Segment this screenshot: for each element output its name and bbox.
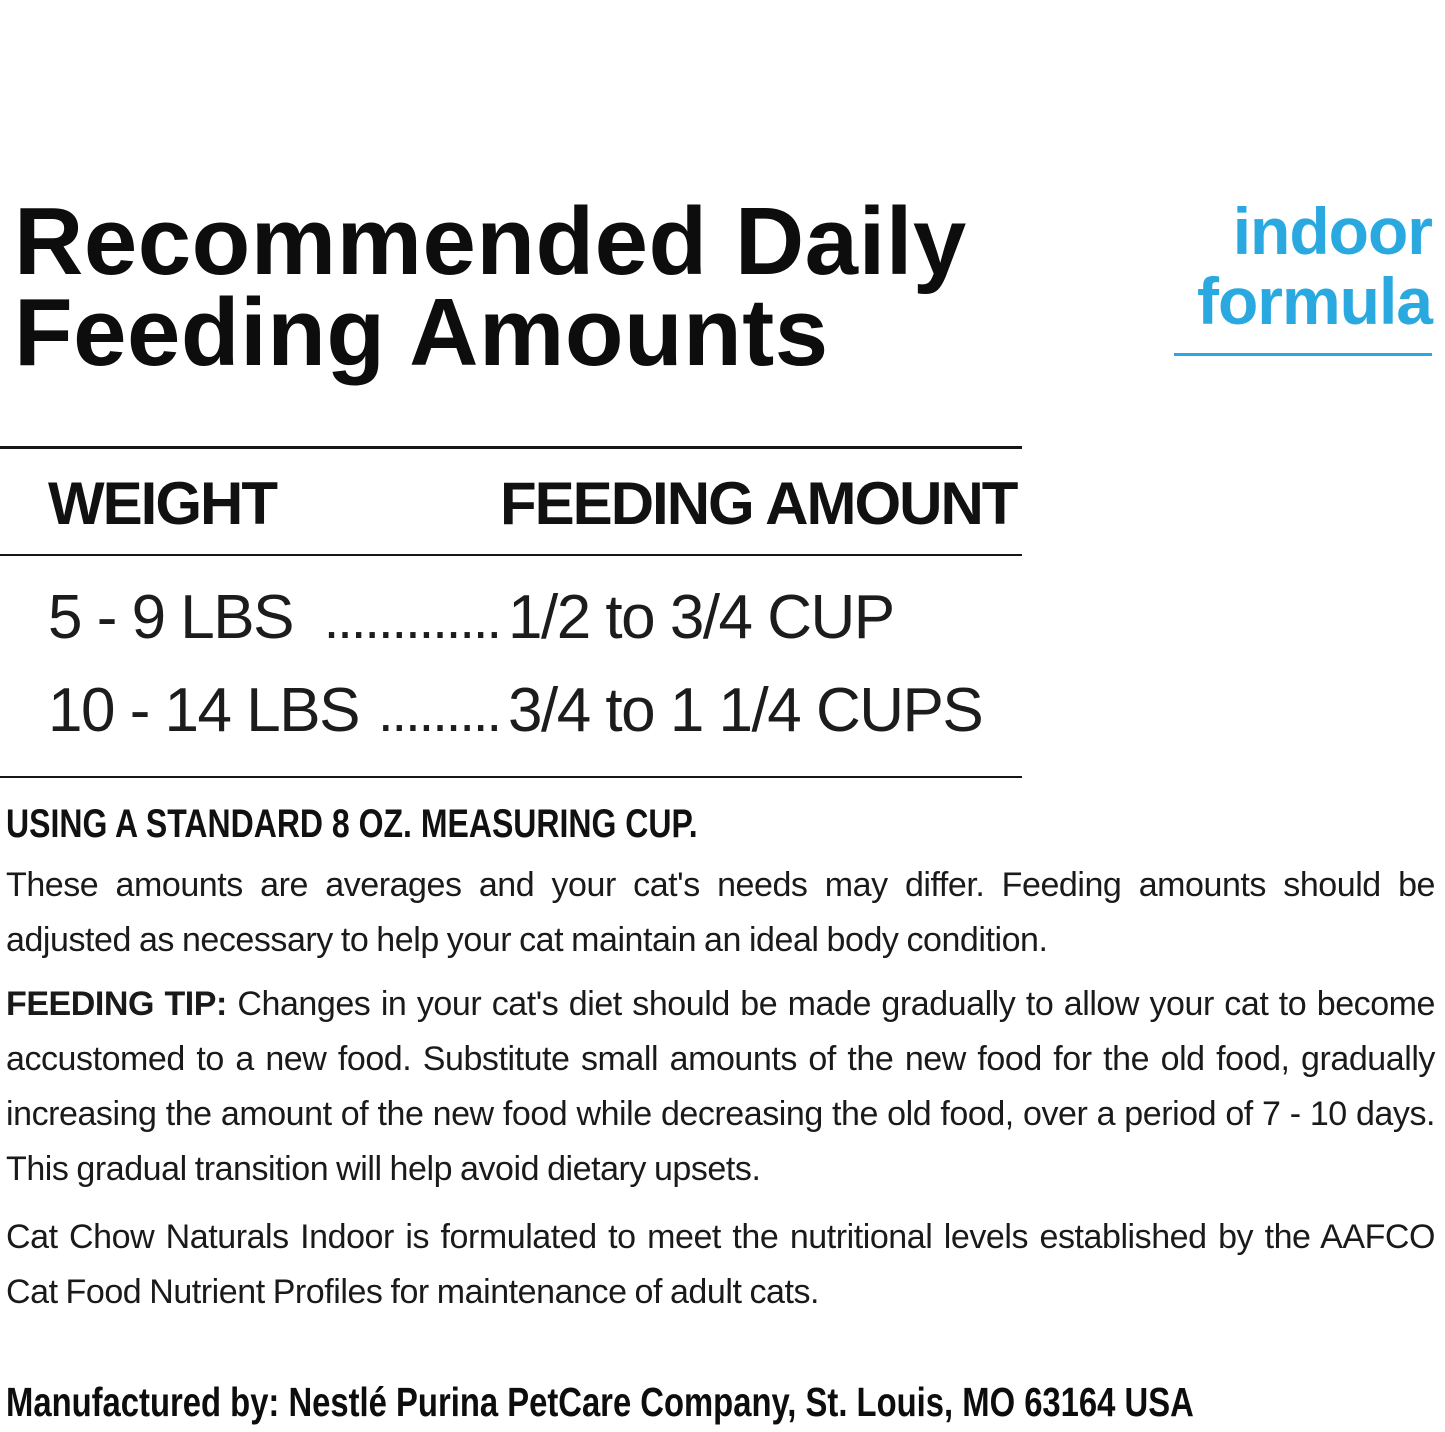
- column-header-feeding-amount: FEEDING AMOUNT: [500, 470, 1017, 537]
- column-header-weight: WEIGHT: [48, 470, 276, 537]
- table-body: [0, 583, 1022, 776]
- feeding-amount-value: 1/2 to 3/4 CUP: [508, 583, 894, 652]
- feeding-amounts-table: [0, 446, 1022, 778]
- weight-cell: [48, 583, 500, 652]
- badge-line-indoor: indoor: [1232, 194, 1432, 268]
- table-row: [48, 676, 1022, 745]
- feeding-amount-value: 3/4 to 1 1/4 CUPS: [508, 676, 983, 745]
- feeding-tip-paragraph: [6, 977, 1435, 1197]
- weight-value: 5 - 9 LBS: [48, 583, 293, 652]
- table-bottom-rule: [0, 776, 1022, 778]
- table-header-rule: [0, 554, 1022, 556]
- measuring-cup-heading: USING A STANDARD 8 OZ. MEASURING CUP.: [6, 802, 698, 846]
- indoor-formula-badge: [1174, 196, 1432, 356]
- page-title-line-1: Recommended Daily: [14, 188, 967, 295]
- table-header-row: [0, 449, 1022, 554]
- notes-section: [0, 804, 1445, 1320]
- manufacturer-line: Manufactured by: Nestlé Purina PetCare Company, St. Louis, MO 63164 USA: [6, 1379, 1194, 1425]
- feeding-tip-text: Changes in your cat's diet should be made gradually to allow your cat to become accustomed to a new food. Substitute small amounts of the new food for the old food, gradually increasing the amount of the new food while decreasing the old food, over a period of 7 - 10 days. This gradual transition will help avoid dietary upsets.: [6, 985, 1436, 1188]
- feeding-label-panel: [0, 188, 1445, 1432]
- dot-leader: .............: [323, 587, 500, 650]
- dot-leader: .........: [377, 680, 500, 743]
- badge-line-formula: formula: [1196, 264, 1432, 338]
- page-title-line-2: Feeding Amounts: [14, 279, 829, 386]
- feeding-tip-lead: FEEDING TIP:: [6, 985, 227, 1023]
- table-row: [48, 583, 1022, 652]
- weight-value: 10 - 14 LBS: [48, 676, 359, 745]
- averages-paragraph: These amounts are averages and your cat's needs may differ. Feeding amounts should be adjusted as necessary to help your cat maintain an ideal body condition.: [6, 866, 1435, 959]
- aafco-paragraph: Cat Chow Naturals Indoor is formulated to meet the nutritional levels established by the AAFCO Cat Food Nutrient Profiles for maintenance of adult cats.: [6, 1218, 1435, 1311]
- weight-cell: [48, 676, 500, 745]
- badge-underline: [1174, 353, 1432, 356]
